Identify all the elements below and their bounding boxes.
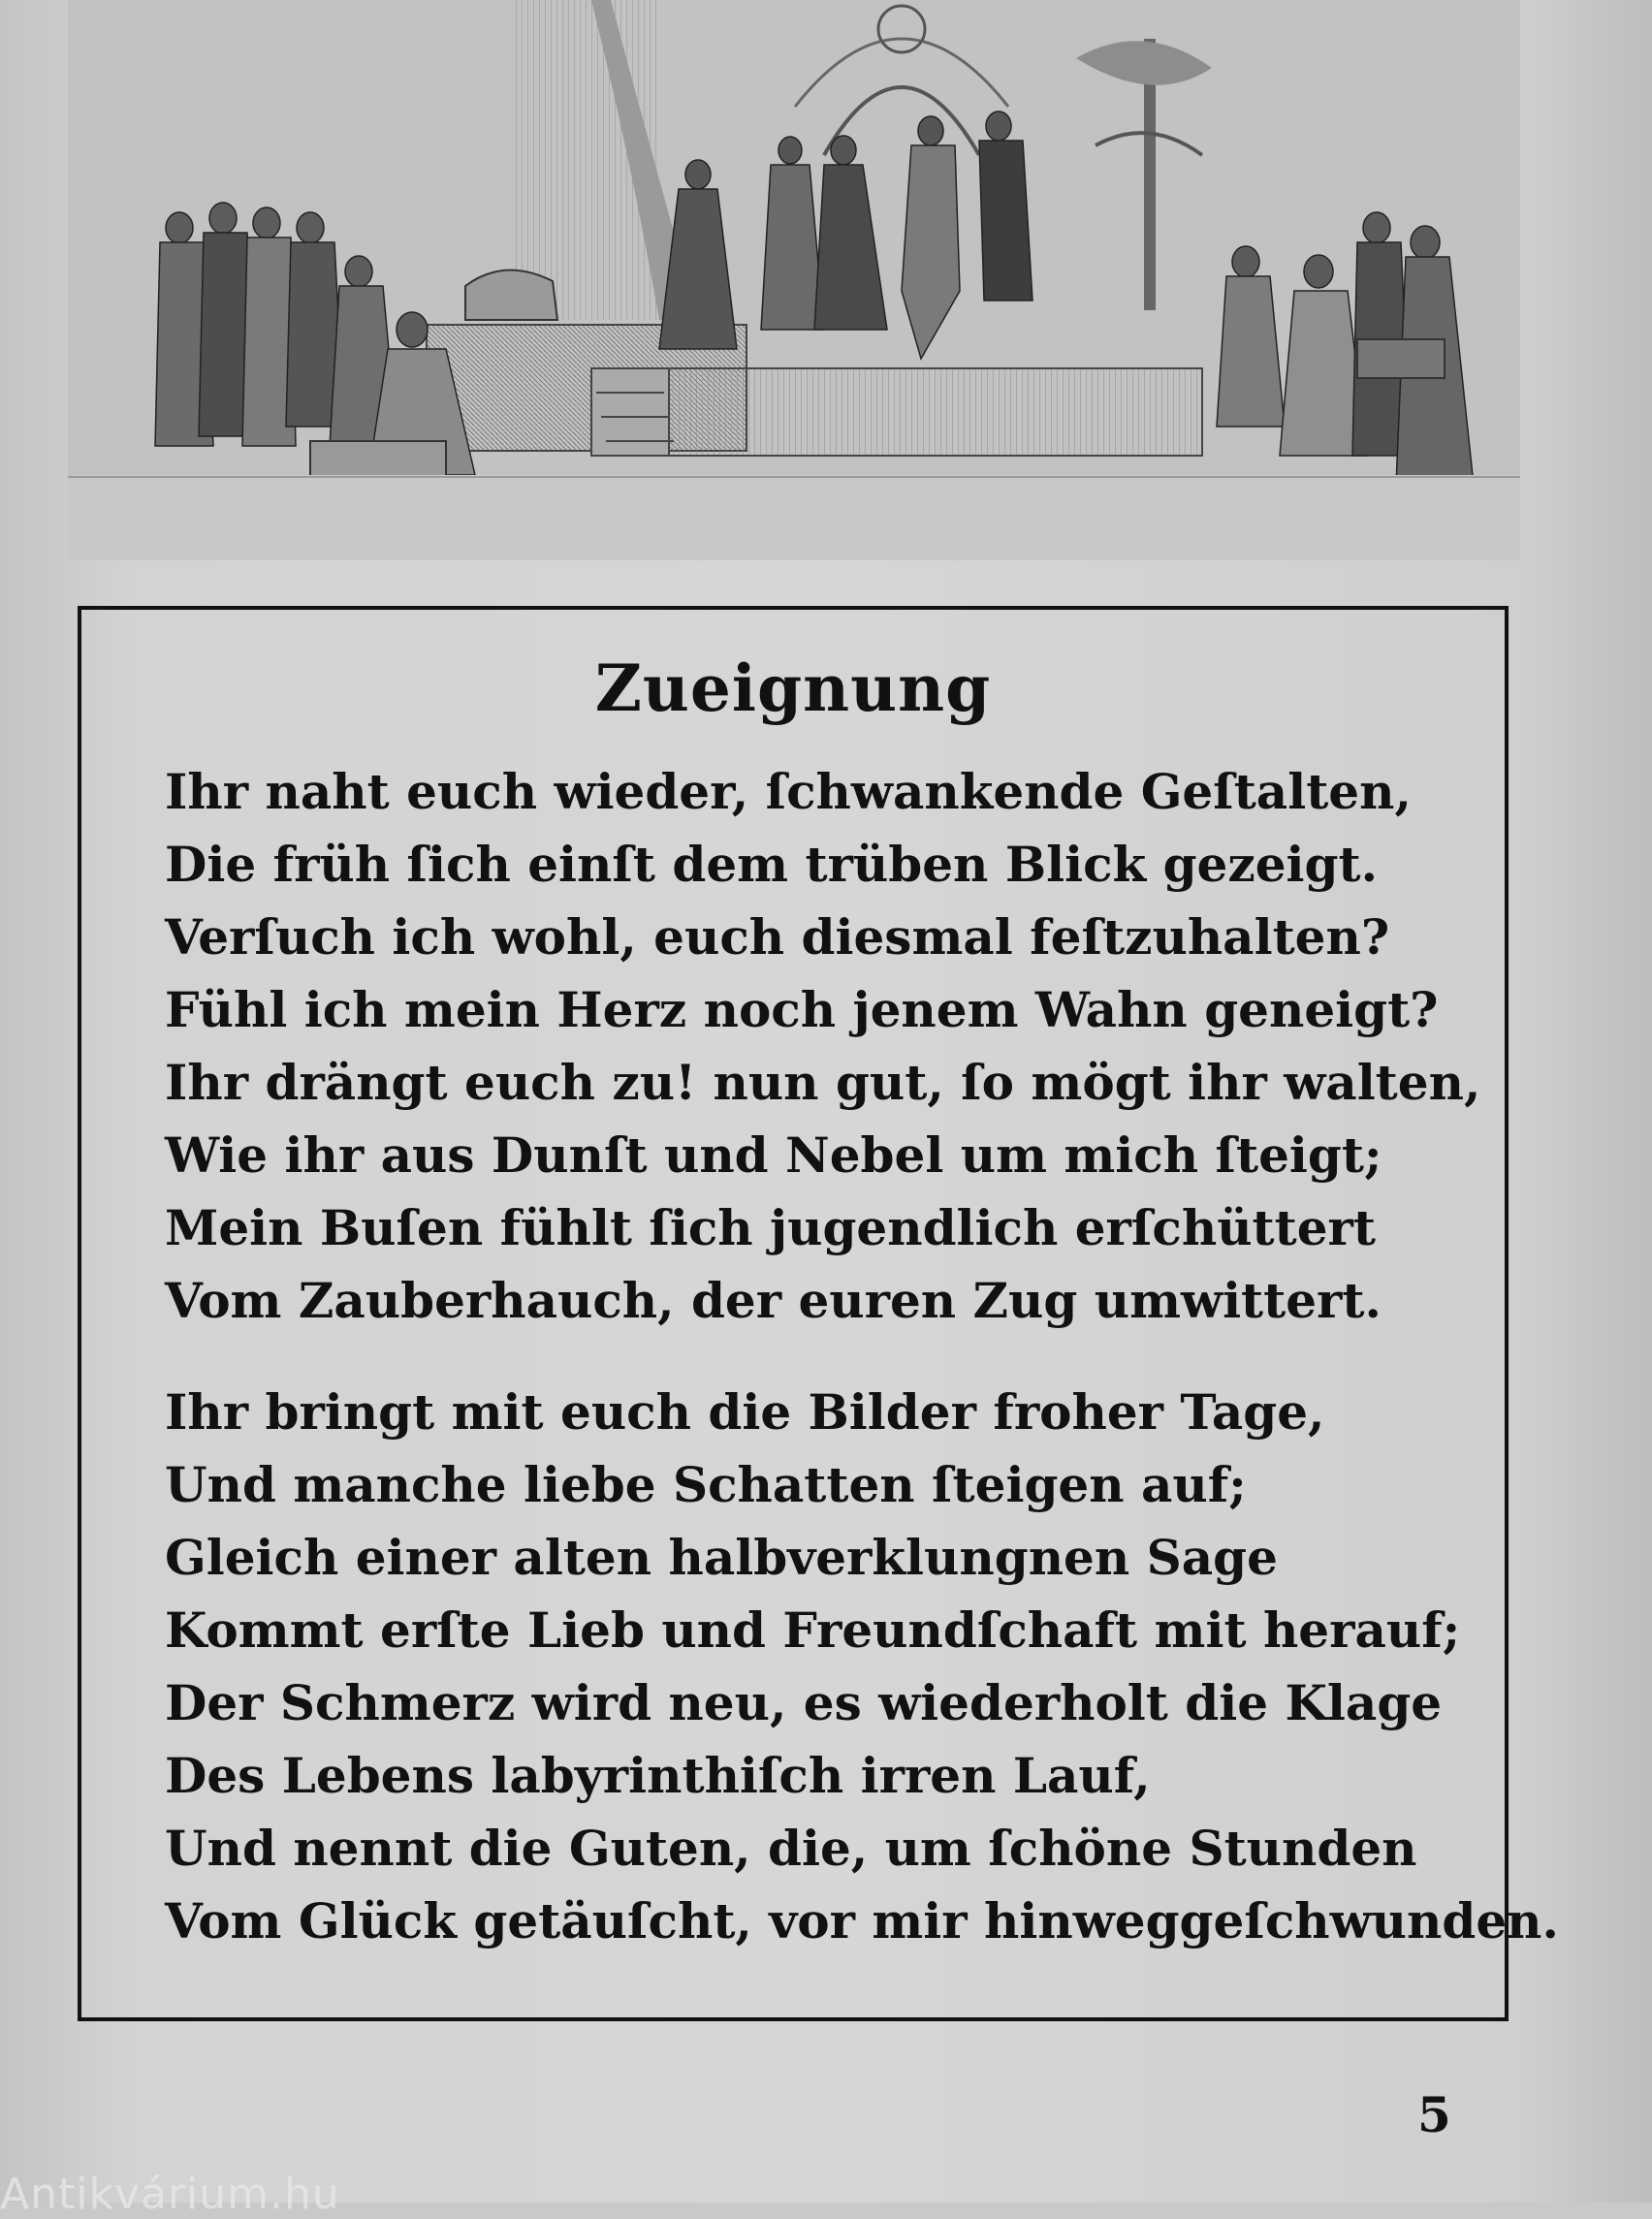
stage-scene-engraving (68, 0, 1520, 560)
verse-line: Ihr naht euch wieder, ſchwankende Geſtalten, (165, 763, 1412, 820)
verse-line: Die früh ſich einſt dem trüben Blick gezeigt. (165, 836, 1379, 893)
verse-line: Verſuch ich wohl, euch diesmal feſtzuhalten? (165, 908, 1390, 966)
verse-line: Vom Zauberhauch, der euren Zug umwittert. (165, 1272, 1382, 1329)
watermark: Antikvárium.hu (0, 2170, 340, 2219)
verse-line: Und nennt die Guten, die, um ſchöne Stunden (165, 1820, 1417, 1877)
poem-title: Zueignung (594, 650, 992, 726)
poem-frame (78, 606, 1559, 2021)
verse-line: Der Schmerz wird neu, es wiederholt die Klage (165, 1674, 1443, 1731)
stanza-1 (165, 755, 1481, 1337)
verse-line: Und manche liebe Schatten ſteigen auf; (165, 1456, 1247, 1513)
page-number: 5 (1417, 2086, 1451, 2143)
verse-line: Des Lebens labyrinthiſch irren Lauf, (165, 1747, 1151, 1804)
verse-line: Fühl ich mein Herz noch jenem Wahn geneigt? (165, 981, 1439, 1038)
verse-line: Wie ihr aus Dunſt und Nebel um mich ſteigt; (165, 1126, 1382, 1184)
verse-line: Gleich einer alten halbverklungnen Sage (165, 1529, 1278, 1586)
verse-line: Ihr bringt mit euch die Bilder froher Tage, (165, 1383, 1325, 1441)
verse-line: Kommt erſte Lieb und Freundſchaft mit herauf; (165, 1601, 1461, 1659)
verse-line: Mein Buſen fühlt ſich jugendlich erſchüttert (165, 1199, 1376, 1256)
verse-line: Ihr drängt euch zu! nun gut, ſo mögt ihr walten, (165, 1054, 1481, 1111)
verse-line: Vom Glück getäuſcht, vor mir hinweggeſchwunden. (165, 1892, 1559, 1950)
engraving-illustration (68, 0, 1520, 560)
stanza-2 (165, 1376, 1559, 1957)
